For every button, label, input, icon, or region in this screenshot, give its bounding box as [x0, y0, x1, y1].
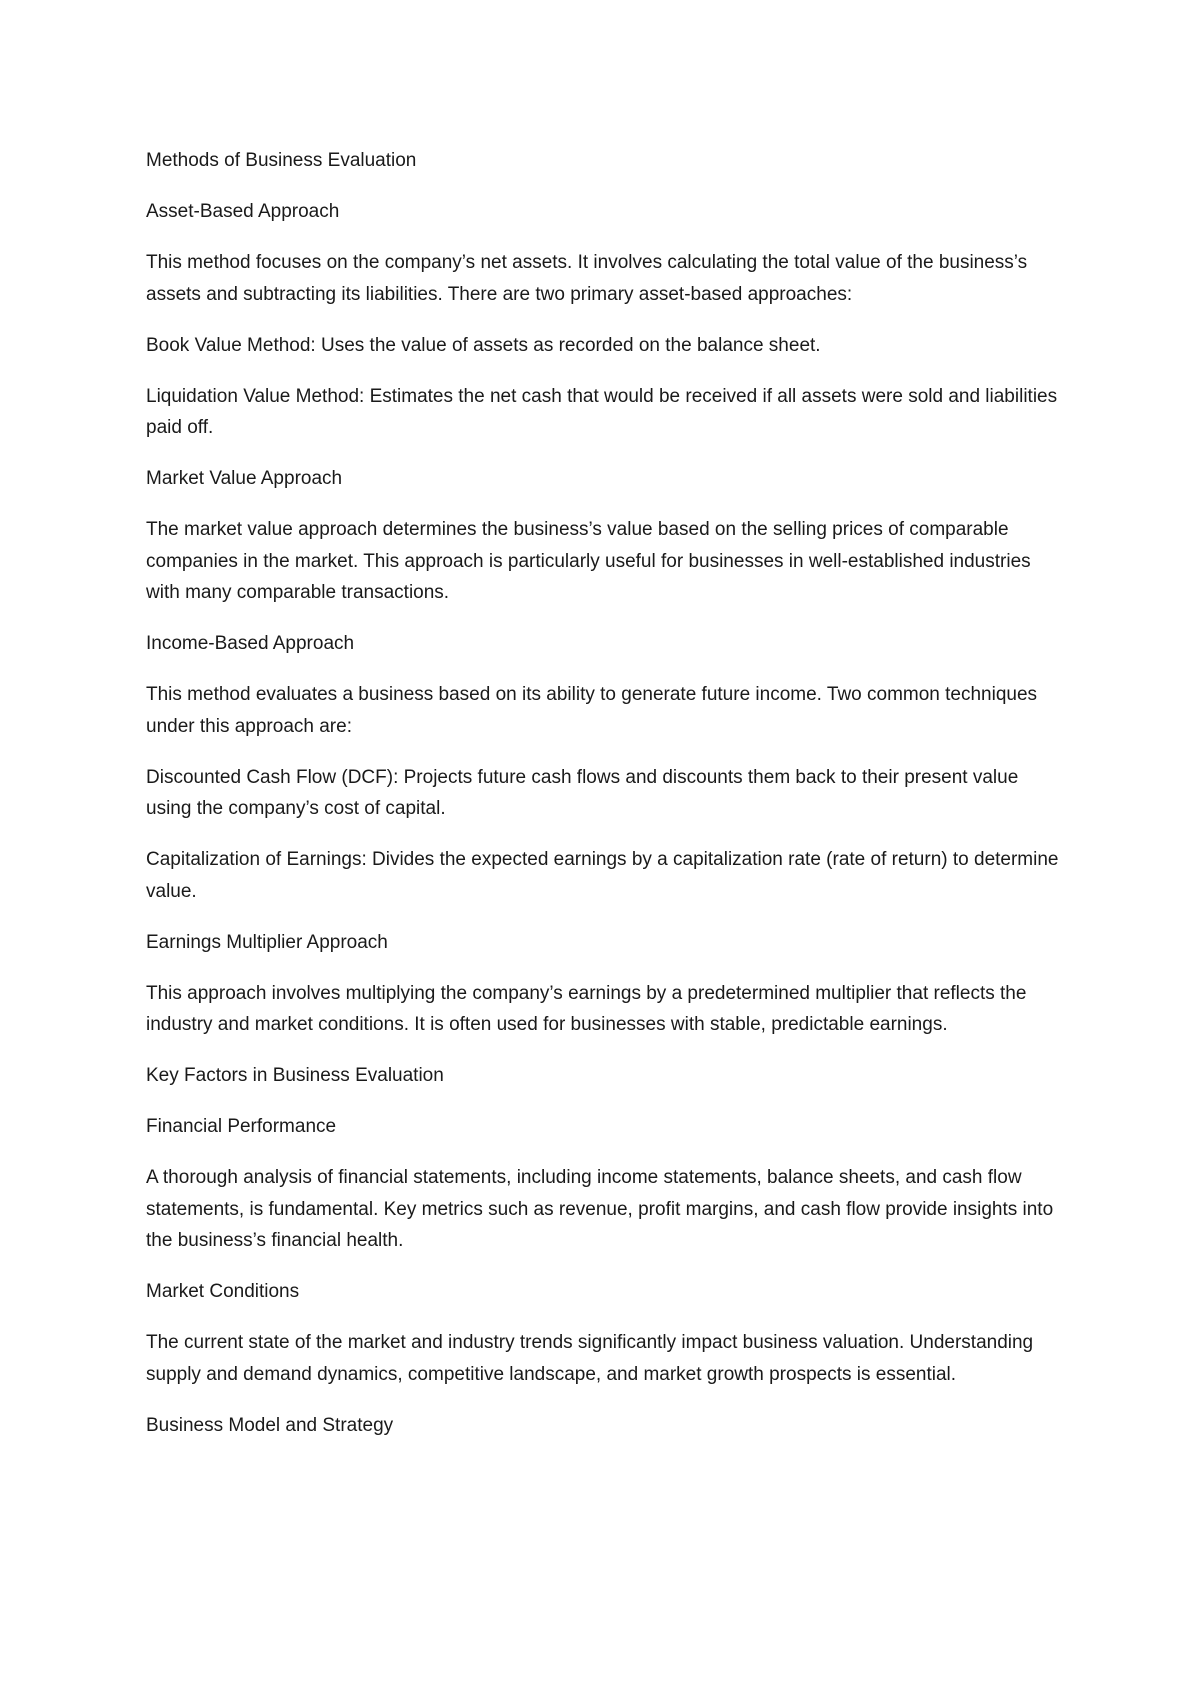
section-heading-earnings-multiplier: Earnings Multiplier Approach: [146, 931, 388, 953]
paragraph-asset-based-intro: This method focuses on the company’s net assets. It involves calculating the total value of the business’s assets and subtracting its liabilities. There are two primary asset-based approaches:: [146, 252, 1028, 305]
paragraph-market-value: The market value approach determines the business’s value based on the selling prices of comparable companies in the market. This approach is particularly useful for businesses in well-established industries with many comparable transactions.: [146, 519, 1031, 603]
section-heading-business-model: Business Model and Strategy: [146, 1414, 394, 1436]
section-heading-market-conditions: Market Conditions: [146, 1281, 300, 1302]
paragraph-earnings-multiplier: This approach involves multiplying the company’s earnings by a predetermined multiplier that reflects the industry and market conditions. It is often used for businesses with stable, predictable earnings.: [146, 982, 1027, 1035]
paragraph-market-conditions: The current state of the market and industry trends significantly impact business valuation. Understanding supply and demand dynamics, competitive landscape, and market growth prospects is essential.: [146, 1332, 1034, 1385]
section-heading-market-value: Market Value Approach: [146, 468, 343, 489]
paragraph-liquidation-value-method: Liquidation Value Method: Estimates the net cash that would be received if all assets were sold and liabilities paid off.: [146, 385, 1058, 438]
paragraph-income-based-intro: This method evaluates a business based on its ability to generate future income. Two common techniques under this approach are:: [146, 684, 1038, 737]
section-heading-financial-performance: Financial Performance: [146, 1116, 337, 1137]
paragraph-capitalization-of-earnings: Capitalization of Earnings: Divides the expected earnings by a capitalization rate (rate of return) to determine value.: [146, 849, 1059, 902]
document-body: [146, 145, 1061, 1461]
section-heading-income-based: Income-Based Approach: [146, 633, 355, 654]
paragraph-dcf: Discounted Cash Flow (DCF): Projects future cash flows and discounts them back to their present value using the company’s cost of capital.: [146, 766, 1019, 819]
paragraph-financial-performance: A thorough analysis of financial statements, including income statements, balance sheets, and cash flow statements, is fundamental. Key metrics such as revenue, profit margins, and cash flow provide insights into the business’s financial health.: [146, 1167, 1054, 1251]
section-heading-key-factors: Key Factors in Business Evaluation: [146, 1065, 444, 1086]
paragraph-book-value-method: Book Value Method: Uses the value of assets as recorded on the balance sheet.: [146, 334, 821, 356]
document-title: Methods of Business Evaluation: [146, 150, 417, 171]
section-heading-asset-based: Asset-Based Approach: [146, 201, 340, 222]
